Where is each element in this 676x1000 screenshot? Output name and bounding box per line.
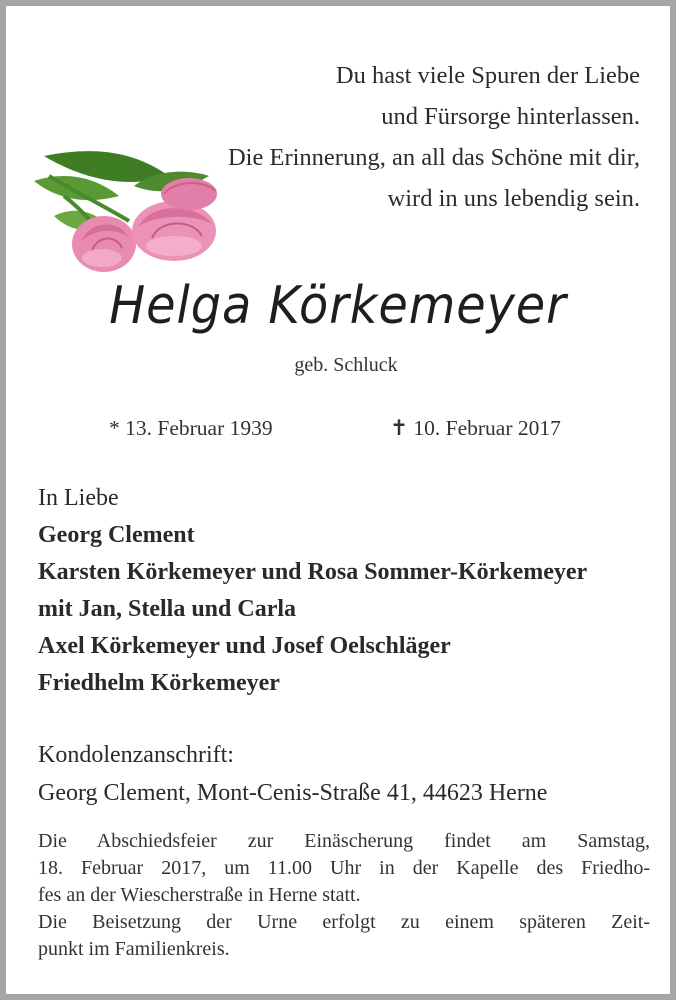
mourner-line: Georg Clement (38, 522, 195, 548)
mourner-line: Friedhelm Körkemeyer (38, 670, 280, 696)
poem-line: wird in uns lebendig sein. (387, 185, 640, 212)
info-line: Die Abschiedsfeier zur Einäscherung findet am Samstag, (38, 830, 650, 852)
condolence-address (38, 736, 547, 812)
mourners-list (38, 480, 587, 702)
poem (228, 55, 640, 219)
condolence-label: Kondolenzanschrift: (38, 742, 234, 768)
info-line: 18. Februar 2017, um 11.00 Uhr in der Kapelle des Friedho- (38, 857, 650, 879)
pink-roses-icon (34, 146, 224, 276)
condolence-address-text: Georg Clement, Mont-Cenis-Straße 41, 44623 Herne (38, 780, 548, 806)
info-line: fes an der Wiescherstraße in Herne statt. (38, 884, 361, 906)
poem-line: und Fürsorge hinterlassen. (381, 103, 640, 130)
poem-line: Du hast viele Spuren der Liebe (335, 62, 640, 89)
mourner-line: mit Jan, Stella und Carla (38, 596, 297, 622)
mourner-line: Axel Körkemeyer und Josef Oelschläger (38, 633, 451, 659)
birth-date: * 13. Februar 1939 (109, 416, 273, 440)
info-line: Die Beisetzung der Urne erfolgt zu einem späteren Zeit- (38, 911, 650, 933)
info-line: punkt im Familienkreis. (38, 938, 230, 960)
poem-line: Die Erinnerung, an all das Schöne mit dir, (227, 144, 640, 171)
birth-name: geb. Schluck (294, 354, 398, 376)
ceremony-info (38, 828, 650, 963)
death-date: ✝ 10. Februar 2017 (390, 416, 561, 440)
mourner-line: Karsten Körkemeyer und Rosa Sommer-Körkemeyer (38, 559, 588, 585)
mourners-intro: In Liebe (38, 485, 119, 511)
deceased-name: Helga Körkemeyer (109, 276, 567, 336)
